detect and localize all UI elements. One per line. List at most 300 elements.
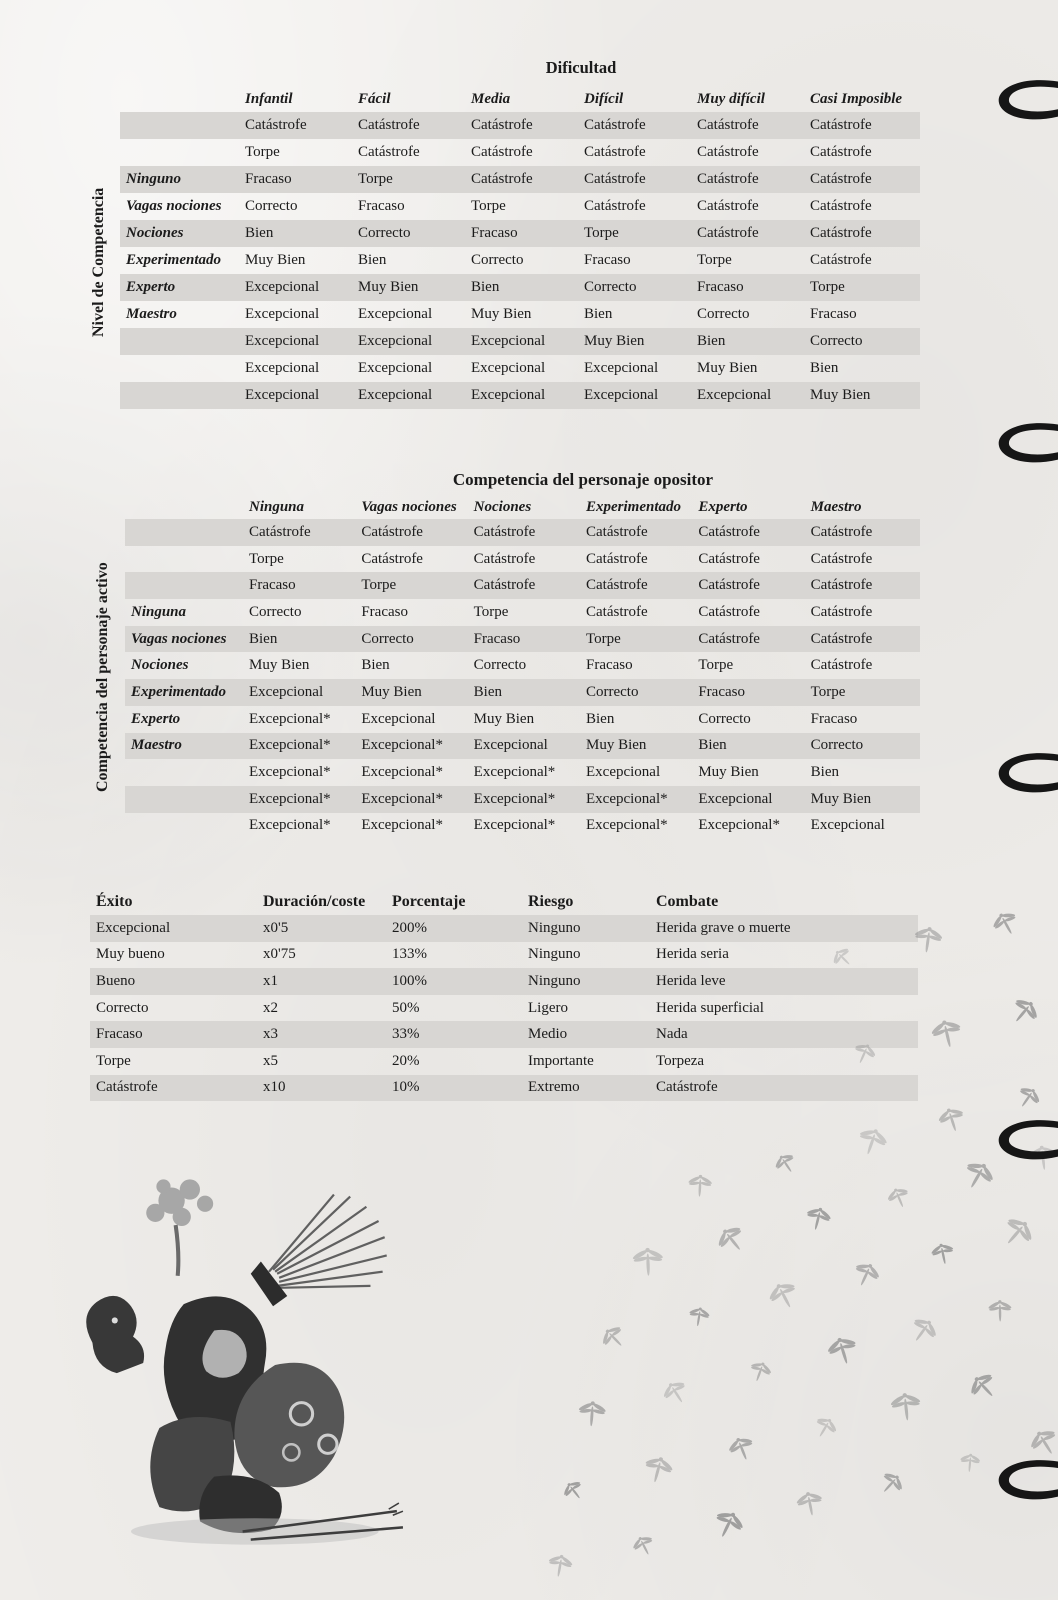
table-cell: 133% xyxy=(392,946,427,963)
row-label: Experimentado xyxy=(131,683,227,700)
table-cell: Extremo xyxy=(528,1079,580,1096)
table-cell: Excepcional* xyxy=(249,764,331,781)
table-cell: Fracaso xyxy=(471,225,518,241)
table-row xyxy=(120,220,920,247)
table-cell: Catástrofe xyxy=(698,603,760,620)
table-cell: Catástrofe xyxy=(810,577,873,594)
row-label: Vagas nociones xyxy=(131,630,227,647)
table-row xyxy=(120,139,920,166)
column-header: Casi Imposible xyxy=(810,90,903,107)
column-header: Muy difícil xyxy=(697,90,765,107)
table-cell: Excepcional xyxy=(698,790,773,807)
column-header: Duración/coste xyxy=(263,892,366,910)
row-label xyxy=(120,112,242,139)
table-row xyxy=(90,942,918,969)
table-row xyxy=(90,995,918,1022)
table-cell: Muy Bien xyxy=(810,790,872,807)
table-cell: Excepcional* xyxy=(361,737,443,754)
column-header: Nociones xyxy=(473,499,532,515)
dragonfly-icon xyxy=(630,1532,658,1559)
table-cell: Catástrofe xyxy=(586,603,648,620)
table-cell: Fracaso xyxy=(810,710,858,727)
table-cell: Bien xyxy=(358,252,387,268)
table-cell: Catástrofe xyxy=(586,577,648,594)
table-cell: Muy Bien xyxy=(810,387,871,403)
column-header: Porcentaje xyxy=(392,892,466,910)
row-label: Nociones xyxy=(126,225,184,241)
table-cell: Excepcional* xyxy=(249,737,331,754)
dragonfly-icon xyxy=(765,1277,803,1314)
column-header: Difícil xyxy=(584,90,624,107)
table-cell: Catástrofe xyxy=(586,523,648,540)
table-cell: Bien xyxy=(245,225,274,241)
table-cell: x2 xyxy=(263,999,278,1016)
table-cell: Fracaso xyxy=(584,252,631,268)
dragonfly-icon xyxy=(989,908,1023,940)
row-label xyxy=(125,519,246,546)
table-row xyxy=(125,786,920,813)
table-cell: Catástrofe xyxy=(584,171,646,187)
table-cell: Excepcional xyxy=(697,387,772,403)
difficulty-table-title: Dificultad xyxy=(545,58,617,77)
column-header: Riesgo xyxy=(528,892,574,910)
difficulty-table-section xyxy=(120,58,920,413)
row-label xyxy=(125,759,246,786)
table-cell: Catástrofe xyxy=(358,144,420,160)
table-cell: Fracaso xyxy=(96,1026,143,1043)
dragonfly-icon xyxy=(959,1453,981,1473)
row-label: Experto xyxy=(131,710,181,727)
dragonfly-icon xyxy=(546,1553,575,1579)
table-cell: Excepcional* xyxy=(361,764,443,781)
table-row xyxy=(125,519,920,546)
table-cell: 33% xyxy=(392,1026,420,1043)
table-cell: Ligero xyxy=(528,999,568,1016)
dragonfly-icon xyxy=(885,1184,914,1211)
table-cell: Bien xyxy=(584,306,613,322)
table-cell: Catástrofe xyxy=(586,550,648,567)
dragonfly-icon xyxy=(560,1477,588,1505)
table-cell: Excepcional xyxy=(471,333,546,349)
table-cell: Catástrofe xyxy=(697,117,759,133)
table-cell: Excepcional* xyxy=(586,790,668,807)
dragonfly-icon xyxy=(659,1377,692,1409)
dragonfly-icon xyxy=(632,1247,665,1276)
row-label: Maestro xyxy=(126,306,177,322)
table-row xyxy=(125,706,920,733)
table-cell: 100% xyxy=(392,972,427,989)
column-header: Ninguna xyxy=(249,499,305,515)
row-label xyxy=(125,813,246,840)
table-cell: Fracaso xyxy=(586,657,633,674)
dragonfly-icon xyxy=(996,1212,1038,1254)
dragonfly-icon xyxy=(849,1259,883,1291)
table-cell: Catástrofe xyxy=(810,630,873,647)
dragonfly-icon xyxy=(1012,1083,1043,1114)
corner-cell xyxy=(125,496,246,519)
table-cell: Torpe xyxy=(473,603,509,620)
table-cell: Correcto xyxy=(698,710,751,727)
table-cell: Herida seria xyxy=(656,946,729,963)
table-cell: Excepcional xyxy=(358,333,433,349)
table-cell: Correcto xyxy=(586,683,639,700)
column-header: Experto xyxy=(698,499,748,515)
table-row xyxy=(125,813,920,840)
table-cell: Bien xyxy=(586,710,615,727)
table-cell: 20% xyxy=(392,1052,420,1069)
table-cell: 10% xyxy=(392,1079,420,1096)
table-cell: Torpe xyxy=(697,252,732,268)
table-cell: Excepcional xyxy=(358,306,433,322)
opposition-table-title: Competencia del personaje opositor xyxy=(452,470,714,489)
table-cell: Catástrofe xyxy=(96,1079,158,1096)
table-cell: Catástrofe xyxy=(698,523,760,540)
dragonfly-icon xyxy=(889,1391,923,1422)
table-row xyxy=(125,733,920,760)
table-cell: Muy Bien xyxy=(697,360,758,376)
table-cell: Herida leve xyxy=(656,972,726,989)
table-row xyxy=(120,328,920,355)
table-cell: Catástrofe xyxy=(358,117,420,133)
table-cell: Bien xyxy=(810,360,839,376)
opposition-table-section xyxy=(125,470,920,845)
table-row xyxy=(125,599,920,626)
table-cell: Catástrofe xyxy=(698,630,760,647)
table-cell: Excepcional xyxy=(473,737,548,754)
table-cell: Bien xyxy=(473,683,502,700)
table-cell: Excepcional* xyxy=(249,790,331,807)
table-row xyxy=(120,166,920,193)
table-cell: Excepcional xyxy=(245,306,320,322)
table-cell: Correcto xyxy=(584,279,637,295)
table-cell: Catástrofe xyxy=(656,1079,718,1096)
binder-ring xyxy=(984,72,1058,128)
table-row xyxy=(90,915,918,942)
dragonfly-icon xyxy=(854,1125,891,1159)
table-cell: Excepcional xyxy=(245,360,320,376)
dragonfly-icon xyxy=(687,1174,713,1197)
dragonfly-icon xyxy=(772,1150,801,1178)
table-row xyxy=(120,301,920,328)
binder-ring xyxy=(984,1452,1058,1508)
table-cell: 200% xyxy=(392,919,427,936)
row-label xyxy=(120,382,242,409)
table-cell: Catástrofe xyxy=(471,144,533,160)
table-cell: Nada xyxy=(656,1026,688,1043)
table-cell: Correcto xyxy=(697,306,750,322)
table-row xyxy=(125,546,920,573)
table-cell: Catástrofe xyxy=(810,252,872,268)
table-cell: Fracaso xyxy=(245,171,292,187)
column-header: Fácil xyxy=(358,90,391,107)
table-cell: Muy Bien xyxy=(249,657,310,674)
table-cell: 50% xyxy=(392,999,420,1016)
table-cell: Fracaso xyxy=(358,198,405,214)
table-cell: Catástrofe xyxy=(245,117,307,133)
dragonfly-icon xyxy=(824,1334,861,1368)
table-cell: Herida superficial xyxy=(656,999,764,1016)
table-cell: Torpe xyxy=(96,1052,131,1069)
table-row xyxy=(120,193,920,220)
dragonfly-icon xyxy=(577,1400,607,1427)
table-cell: x0'5 xyxy=(263,919,289,936)
table-cell: Fracaso xyxy=(697,279,744,295)
table-cell: Fracaso xyxy=(361,603,408,620)
table-cell: Ninguno xyxy=(528,972,581,989)
table-row xyxy=(120,355,920,382)
table-cell: Excepcional xyxy=(584,360,659,376)
row-label xyxy=(125,546,246,573)
table-row xyxy=(90,1021,918,1048)
table-cell: Muy Bien xyxy=(473,710,535,727)
dragonfly-icon xyxy=(713,1221,751,1259)
row-label xyxy=(125,786,246,813)
table-cell: Catástrofe xyxy=(810,117,872,133)
table-cell: Excepcional xyxy=(810,817,885,834)
dragonfly-icon xyxy=(936,1104,969,1135)
dragonfly-icon xyxy=(810,1413,840,1442)
row-label: Ninguna xyxy=(131,603,187,620)
table-cell: Catástrofe xyxy=(810,550,873,567)
table-cell: Bien xyxy=(697,333,726,349)
table-row xyxy=(125,572,920,599)
table-cell: Torpe xyxy=(249,550,284,567)
table-cell: Medio xyxy=(528,1026,568,1043)
table-row xyxy=(125,679,920,706)
dragonfly-icon xyxy=(794,1490,825,1518)
dragonfly-icon xyxy=(746,1359,774,1385)
table-cell: Fracaso xyxy=(473,630,521,647)
row-label xyxy=(120,328,242,355)
table-cell: Catástrofe xyxy=(471,171,533,187)
table-cell: Torpe xyxy=(245,144,280,160)
table-row xyxy=(120,274,920,301)
table-cell: Catástrofe xyxy=(473,523,536,540)
table-cell: Catástrofe xyxy=(810,198,872,214)
dragonfly-icon xyxy=(725,1433,758,1464)
table-cell: Bueno xyxy=(96,972,136,989)
dragonfly-icon xyxy=(1006,993,1043,1030)
table-cell: Catástrofe xyxy=(697,144,759,160)
table-row xyxy=(90,968,918,995)
table-cell: x10 xyxy=(263,1079,286,1096)
column-header: Maestro xyxy=(810,499,862,515)
column-header: Media xyxy=(471,90,511,107)
axis-label-competencia-personaje-activo: Competencia del personaje activo xyxy=(94,562,111,792)
table-row xyxy=(90,1048,918,1075)
table-cell: Catástrofe xyxy=(698,577,760,594)
row-label: Experimentado xyxy=(126,252,222,268)
table-cell: Excepcional xyxy=(245,333,320,349)
table-cell: Torpe xyxy=(358,171,393,187)
table-cell: Muy Bien xyxy=(471,306,532,322)
table-cell: Muy bueno xyxy=(96,946,165,963)
column-header: Éxito xyxy=(96,892,133,910)
table-cell: Excepcional* xyxy=(586,817,668,834)
table-cell: Correcto xyxy=(473,657,527,674)
table-cell: Excepcional* xyxy=(473,790,556,807)
table-cell: Torpe xyxy=(584,225,619,241)
binder-ring xyxy=(984,745,1058,801)
column-header: Vagas nociones xyxy=(361,499,457,515)
table-cell: Catástrofe xyxy=(584,198,646,214)
table-cell: x0'75 xyxy=(263,946,296,963)
table-cell: Catástrofe xyxy=(810,144,872,160)
table-cell: Muy Bien xyxy=(358,279,419,295)
table-cell: Catástrofe xyxy=(810,603,873,620)
table-cell: Ninguno xyxy=(528,919,581,936)
table-cell: Excepcional* xyxy=(361,790,443,807)
table-cell: Bien xyxy=(698,737,727,754)
table-row xyxy=(125,759,920,786)
table-cell: Muy Bien xyxy=(245,252,306,268)
column-header: Experimentado xyxy=(586,499,682,515)
straw-bundle xyxy=(269,1195,387,1288)
table-cell: Catástrofe xyxy=(810,225,872,241)
opposition-table xyxy=(125,496,920,839)
table-cell: Muy Bien xyxy=(698,764,759,781)
table-cell: Excepcional xyxy=(249,683,324,700)
table-cell: Catástrofe xyxy=(471,117,533,133)
dragonfly-icon xyxy=(929,1241,956,1266)
table-cell: Excepcional xyxy=(245,279,320,295)
table-cell: Bien xyxy=(471,279,500,295)
horse-head xyxy=(86,1296,144,1373)
dragonfly-icon xyxy=(875,1468,907,1500)
corner-cell xyxy=(120,86,242,112)
table-cell: Excepcional xyxy=(471,360,546,376)
difficulty-table xyxy=(120,86,920,409)
table-cell: Herida grave o muerte xyxy=(656,919,791,936)
table-cell: Bien xyxy=(361,657,390,674)
table-cell: Catástrofe xyxy=(473,550,536,567)
table-cell: Torpeza xyxy=(656,1052,705,1069)
table-cell: Catástrofe xyxy=(697,198,759,214)
table-cell: Catástrofe xyxy=(361,550,423,567)
table-cell: Excepcional* xyxy=(361,817,443,834)
dragonfly-icon xyxy=(598,1322,631,1355)
table-cell: Excepcional xyxy=(586,764,661,781)
table-cell: Muy Bien xyxy=(586,737,647,754)
table-cell: Excepcional xyxy=(358,387,433,403)
table-cell: Correcto xyxy=(471,252,524,268)
table-cell: Catástrofe xyxy=(697,225,759,241)
table-cell: Catástrofe xyxy=(697,171,759,187)
table-cell: Excepcional xyxy=(245,387,320,403)
tree-canopy xyxy=(146,1179,213,1226)
dragonfly-icon xyxy=(965,1368,1002,1405)
table-cell: Torpe xyxy=(586,630,621,647)
dragonfly-icon xyxy=(709,1506,748,1543)
binder-ring xyxy=(984,415,1058,471)
table-cell: Excepcional* xyxy=(698,817,780,834)
table-cell: Catástrofe xyxy=(473,577,536,594)
table-cell: Fracaso xyxy=(249,577,296,594)
table-cell: Catástrofe xyxy=(361,523,423,540)
dragonfly-icon xyxy=(641,1454,676,1486)
column-header: Combate xyxy=(656,892,719,910)
dragonfly-icon xyxy=(905,1313,941,1348)
table-cell: Excepcional xyxy=(584,387,659,403)
row-label xyxy=(120,139,242,166)
table-cell: Torpe xyxy=(810,279,845,295)
table-cell: Catástrofe xyxy=(698,550,760,567)
row-label: Experto xyxy=(126,279,176,295)
table-cell: Torpe xyxy=(361,577,397,594)
table-cell: Excepcional xyxy=(471,387,546,403)
table-cell: x3 xyxy=(263,1026,278,1043)
dragonfly-icon xyxy=(803,1205,833,1233)
table-cell: Correcto xyxy=(245,198,298,214)
table-cell: Excepcional xyxy=(96,919,171,936)
table-cell: Bien xyxy=(249,630,278,647)
table-row xyxy=(120,247,920,274)
table-cell: Excepcional* xyxy=(473,764,556,781)
table-cell: Torpe xyxy=(810,683,846,700)
column-header-row xyxy=(90,888,918,915)
column-header-row xyxy=(125,496,920,519)
table-cell: Muy Bien xyxy=(584,333,645,349)
table-cell: Excepcional xyxy=(358,360,433,376)
table-cell: Correcto xyxy=(361,630,414,647)
dragonfly-icon xyxy=(988,1300,1013,1322)
table-row xyxy=(125,652,920,679)
table-cell: Torpe xyxy=(698,657,734,674)
dragonfly-icon xyxy=(687,1306,711,1328)
table-cell: Correcto xyxy=(810,333,863,349)
row-label: Nociones xyxy=(131,657,189,674)
row-label: Maestro xyxy=(131,737,182,754)
table-cell: Catástrofe xyxy=(584,117,646,133)
row-label xyxy=(120,355,242,382)
table-cell: Catástrofe xyxy=(249,523,311,540)
table-cell: Catástrofe xyxy=(810,171,872,187)
table-cell: Excepcional* xyxy=(249,817,331,834)
table-cell: Catástrofe xyxy=(810,657,873,674)
table-cell: x1 xyxy=(263,972,278,989)
table-cell: Excepcional* xyxy=(473,817,556,834)
row-label xyxy=(125,572,246,599)
table-cell: Ninguno xyxy=(528,946,581,963)
table-cell: Correcto xyxy=(96,999,149,1016)
table-cell: Muy Bien xyxy=(361,683,422,700)
table-cell: Importante xyxy=(528,1052,594,1069)
table-cell: Catástrofe xyxy=(810,523,873,540)
table-cell: Correcto xyxy=(249,603,302,620)
table-row xyxy=(120,382,920,409)
table-cell: Torpe xyxy=(471,198,506,214)
table-cell: Correcto xyxy=(358,225,411,241)
table-cell: Fracaso xyxy=(698,683,745,700)
table-cell: Excepcional* xyxy=(249,710,331,727)
table-cell: Fracaso xyxy=(810,306,857,322)
table-cell: Bien xyxy=(810,764,839,781)
dragonfly-icon xyxy=(929,1017,965,1050)
table-row xyxy=(125,626,920,653)
table-cell: Correcto xyxy=(810,737,864,754)
row-label: Ninguno xyxy=(126,171,182,187)
binder-ring xyxy=(984,1112,1058,1168)
table-row xyxy=(120,112,920,139)
samurai-illustration xyxy=(62,1172,407,1550)
row-label: Vagas nociones xyxy=(126,198,222,214)
table-cell: Catástrofe xyxy=(584,144,646,160)
table-row xyxy=(90,1075,918,1102)
success-table xyxy=(90,888,918,1101)
column-header: Infantil xyxy=(245,90,293,107)
column-header-row xyxy=(120,86,920,112)
table-cell: Excepcional xyxy=(361,710,436,727)
